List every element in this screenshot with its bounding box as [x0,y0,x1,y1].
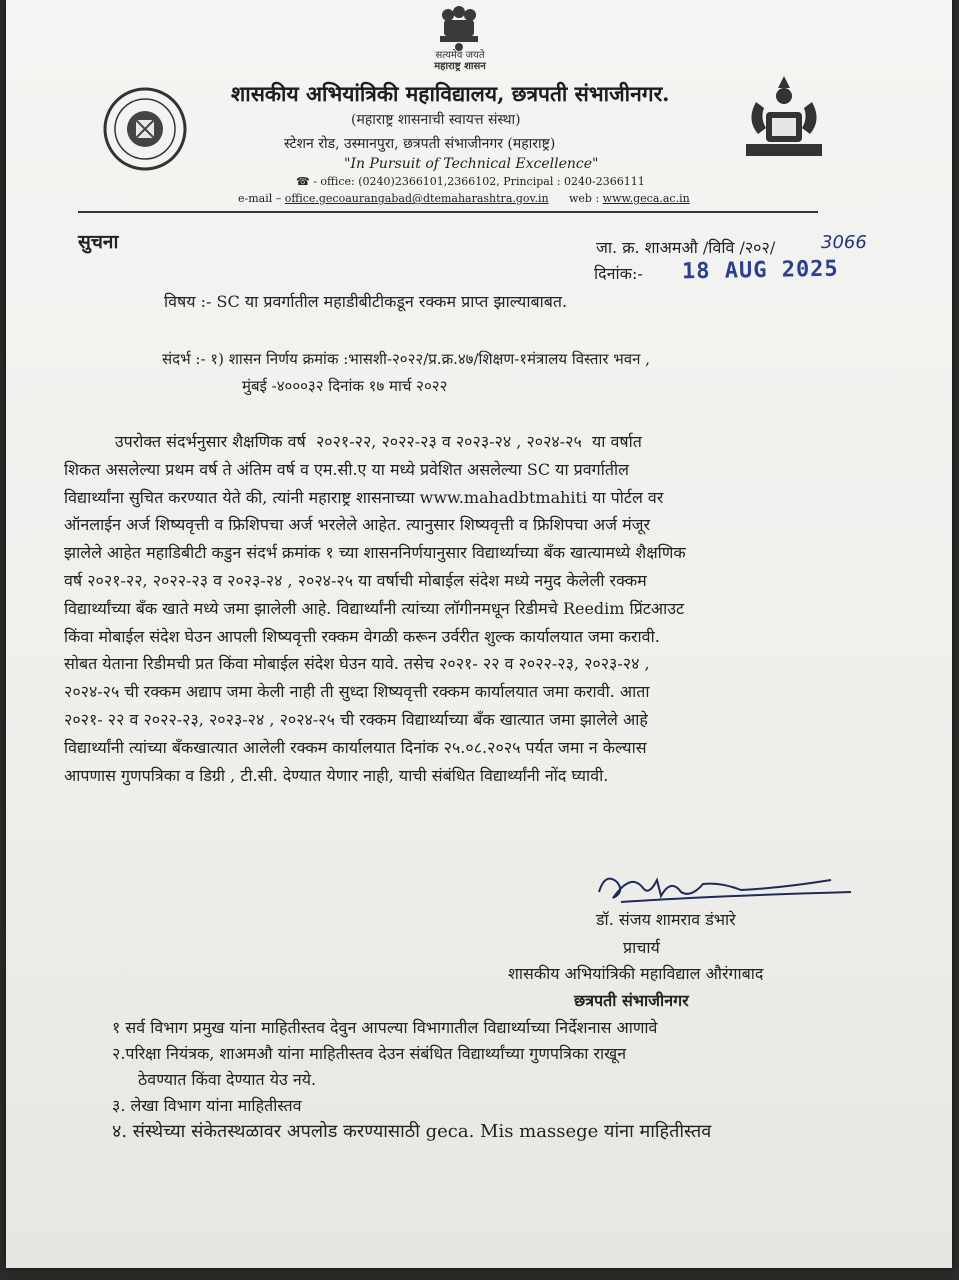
notice-heading: सुचना [78,231,119,253]
reference-line: मुंबई -४०००३२ दिनांक १७ मार्च २०२२ [242,377,448,395]
header-divider [78,211,818,213]
copy-item: २.परिक्षा नियंत्रक, शाअमऔ यांना माहितीस्तव देउन संबंधित विद्यार्थ्यांच्या गुणपत्रिका राखून [112,1044,627,1063]
email-link[interactable]: office.gecoaurangabad@dtemaharashtra.gov.in [284,192,549,205]
body-line: किंवा मोबाईल संदेश घेउन आपली शिष्यवृत्ती रक्कम वेगळी करून उर्वरीत शुल्क कार्यालयात जमा करावी. [64,626,660,646]
body-line: विद्यार्थ्यांच्या बँक खाते मध्ये जमा झालेली आहे. विद्यार्थ्यांनी त्यांच्या लॉगीनमधून रिडीमचे Reedim प्रिंटआउट [64,598,685,618]
notice-document [6,0,952,1268]
emblem-right-icon [736,72,832,168]
institute-name: शासकीय अभियांत्रिकी महाविद्यालय, छत्रपती संभाजीनगर. [231,81,670,106]
institute-motto: "In Pursuit of Technical Excellence" [344,156,599,172]
copy-item: १ सर्व विभाग प्रमुख यांना माहितीस्तव देवुन आपल्या विभागातील विद्यार्थ्याच्या निर्देशनास आणावे [112,1018,658,1037]
copy-item: ठेवण्यात किंवा देण्यात येउ नये. [138,1070,317,1089]
subject-line: विषय :- SC या प्रवर्गातील महाडीबीटीकडून रक्कम प्राप्त झाल्याबाबत. [164,292,568,311]
body-line: आपणास गुणपत्रिका व डिग्री , टी.सी. देण्यात येणार नाही, याची संबंधित विद्यार्थ्यांनी नोंद घ्यावी. [64,765,609,785]
contact-numbers: ☎ - office: (0240)2366101,2366102, Principal : 0240-2366111 [296,175,645,188]
body-line: सोबत येताना रिडीमची प्रत किंवा मोबाईल संदेश घेउन यावे. तसेच २०२१- २२ व २०२२-२३, २०२३-२४ , [64,654,650,674]
website-row [569,192,690,205]
emblem-caption: सत्यमेव जयते महाराष्ट्र शासन [434,50,486,72]
body-line: झालेले आहेत महाडिबीटी कडुन संदर्भ क्रमांक १ च्या शासननिर्णयानुसार विद्यार्थ्याच्या बँक खात्यामध्ये शैक्षणिक [64,543,686,563]
institute-subtitle: (महाराष्ट्र शासनाची स्वायत्त संस्था) [351,112,521,128]
signatory-name: डॉ. संजय शामराव डंभारे [596,910,736,929]
website-link[interactable]: www.geca.ac.in [602,192,690,205]
college-logo-icon [102,86,188,172]
body-line: शिकत असलेल्या प्रथम वर्ष ते अंतिम वर्ष व एम.सी.ए या मध्ये प्रवेशित असलेल्या SC या प्रवर्गातील [64,459,629,479]
reference-block [162,346,650,400]
date-label: दिनांक:- [594,264,643,283]
signatory-college: शासकीय अभियांत्रिकी महाविद्याल औरंगाबाद [508,964,764,983]
copy-item: ३. लेखा विभाग यांना माहितीस्तव [112,1096,302,1115]
email-label: e-mail – [238,192,282,205]
signatory-designation: प्राचार्य [623,938,660,957]
institute-address: स्टेशन रोड, उस्मानपुरा, छत्रपती संभाजीनगर (महाराष्ट्र) [284,136,556,152]
reference-number-handwritten: 3066 [821,232,867,253]
body-line: विद्यार्थ्यांना सुचित करण्यात येते की, त्यांनी महाराष्ट्र शासनाच्या www.mahadbtmahiti या पोर्टल वर [64,487,664,507]
body-line: ऑनलाईन अर्ज शिष्यवृत्ती व फ्रिशिपचा अर्ज भरलेले आहेत. त्यानुसार शिष्यवृत्ती व फ्रिशिपचा अर्ज मंजूर [64,515,651,535]
notice-body [64,428,854,789]
copy-distribution-list [112,1015,711,1145]
body-line: वर्ष २०२१-२२, २०२२-२३ व २०२३-२४ , २०२४-२५ या वर्षाची मोबाईल संदेश मध्ये नमुद केलेली रक्कम [64,570,647,590]
email-row [238,192,549,205]
signatory-city: छत्रपती संभाजीनगर [574,991,689,1010]
reference-number: जा. क्र. शाअमऔ /विवि /२०२/ [596,238,776,257]
copy-item: ४. संस्थेच्या संकेतस्थळावर अपलोड करण्यासाठी geca. Mis massege यांना माहितीस्तव [112,1121,712,1142]
principal-signature [591,862,861,912]
body-line: २०२१- २२ व २०२२-२३, २०२३-२४ , २०२४-२५ ची रक्कम विद्यार्थ्याच्या बँक खात्यात जमा झालेले आहे [64,709,648,729]
reference-line: संदर्भ :- १) शासन निर्णय क्रमांक :भासशी-२०२२/प्र.क्र.४७/शिक्षण-१मंत्रालय विस्तार भवन , [162,350,650,368]
date-stamp: 18 AUG 2025 [681,256,839,285]
body-line: विद्यार्थ्यांनी त्यांच्या बँकखात्यात आलेली रक्कम कार्यालयात दिनांक २५.०८.२०२५ पर्यत जमा न केल्यास [64,737,647,757]
web-label: web : [569,192,600,205]
body-line: २०२४-२५ ची रक्कम अद्याप जमा केली नाही ती सुध्दा शिष्यवृत्ती रक्कम कार्यालयात जमा करावी. आता [64,682,650,702]
body-line: उपरोक्त संदर्भनुसार शैक्षणिक वर्ष २०२१-२२, २०२२-२३ व २०२३-२४ , २०२४-२५ या वर्षात [64,432,642,451]
